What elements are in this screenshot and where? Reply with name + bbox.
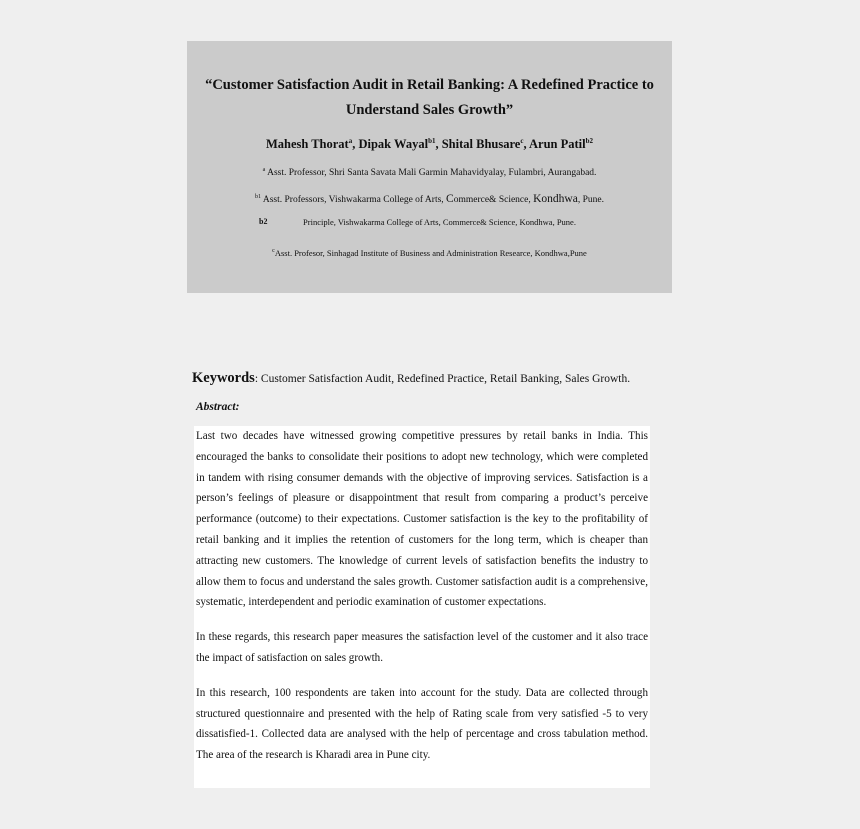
abstract-heading: Abstract: bbox=[196, 401, 240, 413]
affiliation-mark: c bbox=[272, 248, 275, 255]
author-mark: a bbox=[348, 137, 353, 145]
affiliation-text: C bbox=[446, 193, 454, 206]
title-block bbox=[187, 41, 672, 293]
affiliation-mark: b2 bbox=[259, 217, 268, 227]
paper-title: “Customer Satisfaction Audit in Retail Banking: A Redefined Practice to Understand Sales Growth” bbox=[205, 77, 654, 118]
affiliation-b1 bbox=[187, 191, 672, 206]
author-mark: b1 bbox=[428, 137, 436, 145]
keywords-text: : Customer Satisfaction Audit, Redefined Practice, Retail Banking, Sales Growth. bbox=[254, 373, 631, 385]
abstract-paragraph: In these regards, this research paper measures the satisfaction level of the customer and it also trace the impact of satisfaction on sales growth. bbox=[196, 631, 648, 664]
affiliation-c bbox=[187, 245, 672, 259]
author-mark: c bbox=[520, 137, 524, 145]
affiliation-mark: a bbox=[262, 167, 266, 174]
author-name: Arun Patil bbox=[529, 137, 586, 152]
author-separator: , bbox=[352, 137, 359, 152]
affiliation-a bbox=[187, 164, 672, 179]
author-list bbox=[187, 137, 672, 152]
abstract-paragraph: Last two decades have witnessed growing competitive pressures by retail banks in India. This encouraged the banks to consolidate their positions to adopt new technology, which were completed in tandem with rising consumer demands with the objective of improving services. Satisfaction is a person’s feelings of pleasure or disappointment that result from comparing a product’s perceive performance (outcome) to their expectations. Customer satisfaction is the key to the profitability of retail banking and it implies the retention of customers for the long term, which is cheaper than attracting new customers. The knowledge of current levels of satisfaction benefits the industry to allow them to focus and understand the sales growth. Customer satisfaction audit is a comprehensive, systematic, interdependent and periodic examination of customer expectations. bbox=[196, 430, 648, 609]
affiliation-text: Asst. Profesor, Sinhagad Institute of Business and Administration Researce, Kondhwa,Pune bbox=[274, 248, 587, 259]
affiliation-text: Principle, Vishwakarma College of Arts, Commerce& Science, Kondhwa, Pune. bbox=[303, 217, 576, 228]
abstract-body bbox=[194, 426, 650, 788]
affiliation-b2 bbox=[187, 216, 672, 229]
author-separator: , bbox=[523, 137, 530, 152]
author-separator: , bbox=[435, 137, 442, 152]
author-name: Dipak Wayal bbox=[358, 137, 429, 152]
keywords-line bbox=[192, 370, 662, 387]
author-name: Shital Bhusare bbox=[441, 137, 521, 152]
affiliation-text: ommerce& Science, bbox=[453, 195, 534, 206]
author-mark: b2 bbox=[585, 137, 594, 145]
affiliation-text: Kondhwa bbox=[533, 193, 578, 206]
affiliation-mark: b1 bbox=[255, 194, 262, 201]
affiliation-text: , Pune. bbox=[577, 195, 604, 206]
affiliation-text: Asst. Professors, Vishwakarma College of Arts, bbox=[261, 195, 447, 206]
keywords-label: Keywords bbox=[192, 370, 255, 386]
abstract-paragraph: In this research, 100 respondents are taken into account for the study. Data are collected through structured questionnaire and presented with the help of Rating scale from very satisfied -5 to very dissatisfied-1. Collected data are analysed with the help of percentage and cross tabulation method. The area of the research is Kharadi area in Pune city. bbox=[196, 686, 648, 762]
affiliation-text: Asst. Professor, Shri Santa Savata Mali Garmin Mahavidyalay, Fulambri, Aurangabad. bbox=[265, 168, 597, 179]
author-name: Mahesh Thorat bbox=[265, 137, 349, 152]
